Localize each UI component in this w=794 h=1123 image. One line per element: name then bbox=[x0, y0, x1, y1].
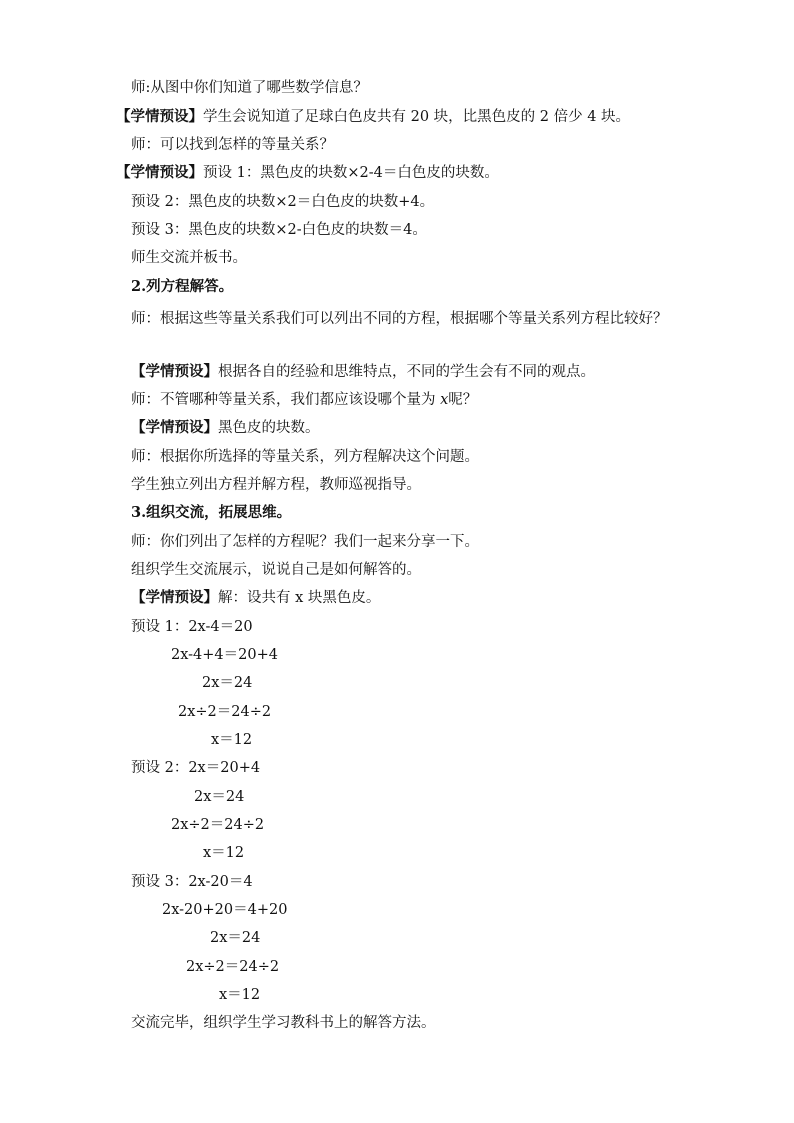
paragraph bbox=[116, 305, 716, 333]
text: 师：你们列出了怎样的方程呢？我们一起来分享一下。 bbox=[131, 534, 479, 550]
text: 学生独立列出方程并解方程，教师巡视指导。 bbox=[131, 477, 421, 493]
text: 2x-20+20＝4+20 bbox=[162, 902, 288, 918]
text: 预设 1：黑色皮的块数×2-4＝白色皮的块数。 bbox=[203, 165, 499, 181]
text: 师：可以找到怎样的等量关系？ bbox=[131, 137, 334, 153]
variable: x bbox=[440, 392, 449, 408]
equation-line bbox=[211, 730, 794, 750]
paragraph bbox=[131, 560, 794, 580]
equation-line bbox=[178, 702, 794, 722]
text: 师：根据这些等量关系我们可以列出不同的方程，根据哪个等量关系列方程比较好？ bbox=[131, 311, 668, 327]
text: 交流完毕，组织学生学习教科书上的解答方法。 bbox=[131, 1015, 436, 1031]
text: 学生会说知道了足球白色皮共有 20 块，比黑色皮的 2 倍少 4 块。 bbox=[203, 109, 631, 125]
text: x＝12 bbox=[211, 732, 253, 748]
text: 预设 2：黑色皮的块数×2＝白色皮的块数+4。 bbox=[131, 194, 435, 210]
text: 组织学生交流展示，说说自己是如何解答的。 bbox=[131, 562, 421, 578]
preset-tag: 【学情预设】 bbox=[131, 419, 218, 436]
preset-tag: 【学情预设】 bbox=[131, 363, 218, 380]
equation-line bbox=[203, 843, 794, 863]
paragraph bbox=[131, 192, 794, 212]
text: 解：设共有 x 块黑色皮。 bbox=[218, 590, 381, 606]
paragraph bbox=[131, 588, 794, 608]
text: 3.组织交流，拓展思维。 bbox=[131, 504, 292, 521]
text: 师：不管哪种等量关系，我们都应该设哪个量为 bbox=[131, 392, 441, 408]
section-heading bbox=[131, 503, 794, 523]
paragraph bbox=[131, 390, 794, 410]
text: 呢？ bbox=[448, 392, 478, 408]
text: 2x÷2＝24÷2 bbox=[178, 704, 272, 720]
paragraph bbox=[131, 248, 794, 268]
text: 2x＝24 bbox=[194, 789, 245, 805]
paragraph bbox=[131, 362, 794, 382]
text: 预设 3：黑色皮的块数×2-白色皮的块数＝4。 bbox=[131, 222, 427, 238]
text: 根据各自的经验和思维特点，不同的学生会有不同的观点。 bbox=[218, 364, 595, 380]
equation-line bbox=[171, 815, 794, 835]
text: 2x-4+4＝20+4 bbox=[171, 647, 278, 663]
preset-tag: 【学情预设】 bbox=[131, 589, 218, 606]
paragraph bbox=[131, 78, 794, 98]
paragraph bbox=[131, 1013, 794, 1033]
preset-tag: 【学情预设】 bbox=[116, 108, 203, 125]
equation-line bbox=[171, 645, 794, 665]
paragraph bbox=[131, 220, 794, 240]
text: 师生交流并板书。 bbox=[131, 250, 247, 266]
text: 2.列方程解答。 bbox=[131, 278, 234, 295]
text: x＝12 bbox=[203, 845, 245, 861]
paragraph bbox=[131, 135, 794, 155]
equation-line bbox=[186, 957, 794, 977]
text: 2x＝24 bbox=[210, 930, 261, 946]
equation-line bbox=[131, 758, 794, 778]
text: 2x÷2＝24÷2 bbox=[186, 959, 280, 975]
text: 2x÷2＝24÷2 bbox=[171, 817, 265, 833]
section-heading bbox=[131, 277, 794, 297]
paragraph bbox=[131, 475, 794, 495]
text: 黑色皮的块数。 bbox=[218, 420, 320, 436]
equation-line bbox=[131, 872, 794, 892]
paragraph bbox=[116, 107, 794, 127]
text: 师：根据你所选择的等量关系，列方程解决这个问题。 bbox=[131, 449, 479, 465]
text: 预设 2：2x＝20+4 bbox=[131, 760, 261, 776]
text: 师:从图中你们知道了哪些数学信息？ bbox=[131, 80, 368, 96]
paragraph bbox=[116, 163, 794, 183]
paragraph bbox=[131, 532, 794, 552]
text: 预设 1：2x-4＝20 bbox=[131, 619, 253, 635]
equation-line bbox=[162, 900, 794, 920]
paragraph bbox=[131, 418, 794, 438]
equation-line bbox=[131, 617, 794, 637]
preset-tag: 【学情预设】 bbox=[116, 164, 203, 181]
paragraph bbox=[131, 447, 794, 467]
equation-line bbox=[194, 787, 794, 807]
equation-line bbox=[219, 985, 794, 1005]
text: 2x＝24 bbox=[202, 675, 253, 691]
equation-line bbox=[210, 928, 794, 948]
text: x＝12 bbox=[219, 987, 261, 1003]
text: 预设 3：2x-20＝4 bbox=[131, 874, 253, 890]
equation-line bbox=[202, 673, 794, 693]
